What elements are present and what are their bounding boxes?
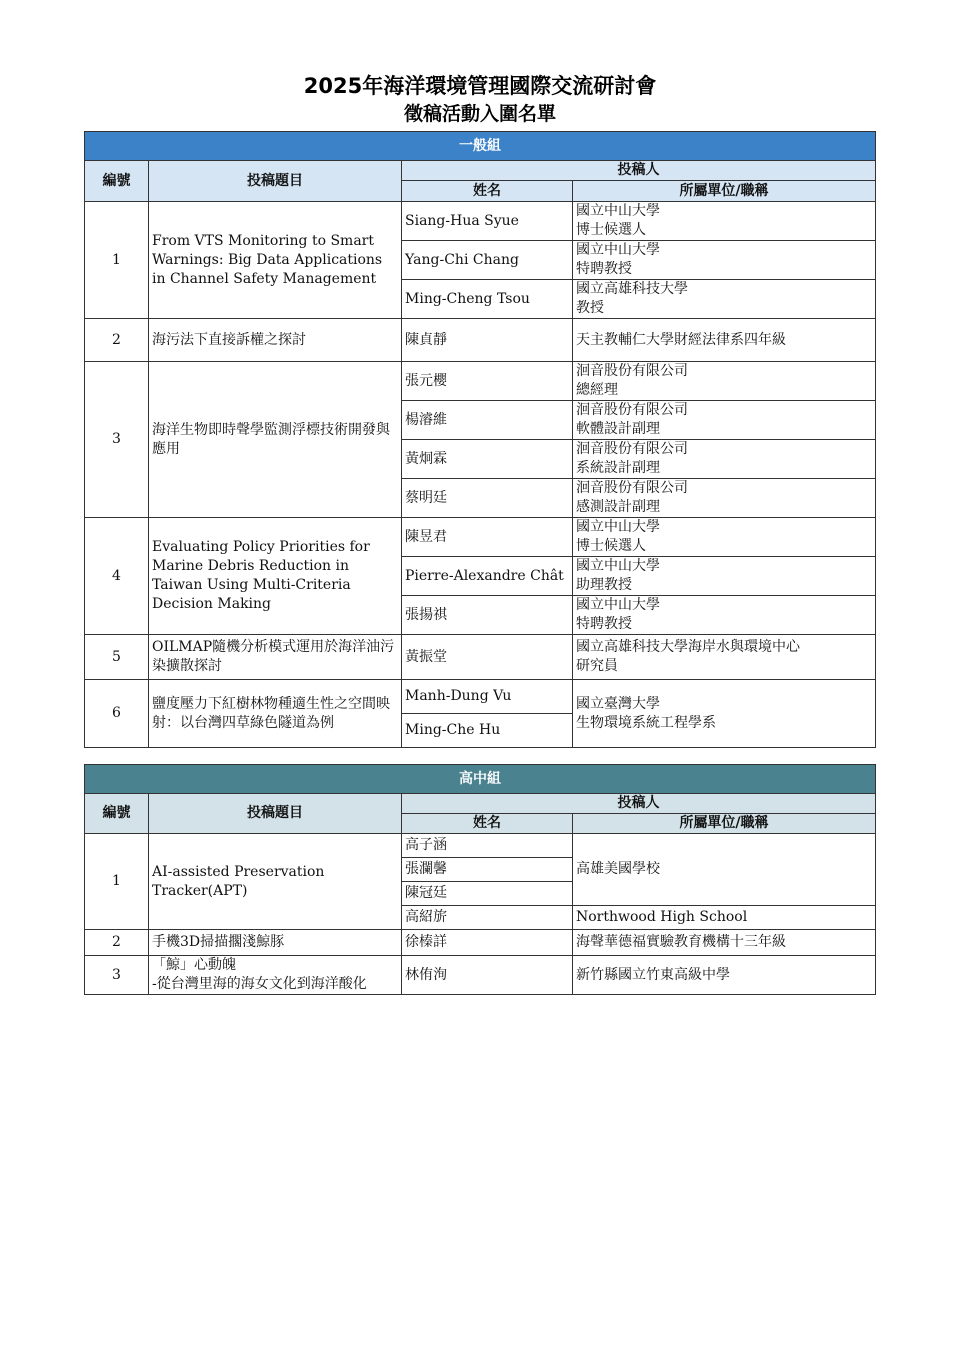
author-affiliation: 國立中山大學 特聘教授: [573, 241, 876, 280]
entry-topic: 鹽度壓力下紅樹林物種適生性之空間映射：以台灣四草綠色隧道為例: [149, 680, 402, 748]
section-title-highschool: 高中組: [85, 765, 876, 794]
entry-number: 4: [85, 518, 149, 635]
author-name: Ming-Che Hu: [402, 714, 573, 748]
table-row: [85, 834, 876, 858]
author-name: 陳冠廷: [402, 882, 573, 906]
table-row: [85, 930, 876, 956]
author-name: 楊濬維: [402, 401, 573, 440]
entry-topic: 海洋生物即時聲學監測浮標技術開發與應用: [149, 362, 402, 518]
author-name: Pierre-Alexandre Chât: [402, 557, 573, 596]
entry-number: 1: [85, 202, 149, 319]
author-affiliation: 洄音股份有限公司 系統設計副理: [573, 440, 876, 479]
author-affiliation: 新竹縣國立竹東高級中學: [573, 956, 876, 995]
author-name: 徐榛詳: [402, 930, 573, 956]
highschool-group-table: [84, 764, 876, 995]
entry-number: 2: [85, 319, 149, 362]
entry-number: 5: [85, 635, 149, 680]
author-affiliation: 洄音股份有限公司 感測設計副理: [573, 479, 876, 518]
header-affiliation: 所屬單位/職稱: [573, 181, 876, 202]
entry-number: 2: [85, 930, 149, 956]
document-subtitle: 徵稿活動入圍名單: [403, 103, 556, 125]
header-topic: 投稿題目: [149, 794, 402, 834]
author-affiliation: 國立臺灣大學 生物環境系統工程學系: [573, 680, 876, 748]
author-name: 張揚祺: [402, 596, 573, 635]
entry-number: 3: [85, 956, 149, 995]
author-affiliation: 國立中山大學 特聘教授: [573, 596, 876, 635]
author-name: 黃振堂: [402, 635, 573, 680]
entry-topic: 海污法下直接訴權之探討: [149, 319, 402, 362]
table-row: [85, 362, 876, 401]
section-title-general: 一般組: [85, 132, 876, 161]
author-affiliation: Northwood High School: [573, 906, 876, 930]
entry-topic: From VTS Monitoring to Smart Warnings: Big Data Applications in Channel Safety Management: [149, 202, 402, 319]
author-name: 張元櫻: [402, 362, 573, 401]
entry-number: 6: [85, 680, 149, 748]
table-row: [85, 319, 876, 362]
entry-number: 1: [85, 834, 149, 930]
author-name: 黃炯霖: [402, 440, 573, 479]
author-affiliation: 國立高雄科技大學海岸水與環境中心 研究員: [573, 635, 876, 680]
author-affiliation: 國立中山大學 博士候選人: [573, 518, 876, 557]
author-name: 林侑洵: [402, 956, 573, 995]
header-number: 編號: [85, 794, 149, 834]
author-name: 張瀾馨: [402, 858, 573, 882]
entry-topic: OILMAP隨機分析模式運用於海洋油污染擴散探討: [149, 635, 402, 680]
entry-topic: 「鯨」心動魄 -從台灣里海的海女文化到海洋酸化: [149, 956, 402, 995]
table-row: [85, 635, 876, 680]
author-affiliation: 國立中山大學 博士候選人: [573, 202, 876, 241]
entry-topic: AI-assisted Preservation Tracker(APT): [149, 834, 402, 930]
header-number: 編號: [85, 161, 149, 202]
author-affiliation: 洄音股份有限公司 總經理: [573, 362, 876, 401]
table-row: [85, 518, 876, 557]
author-name: 蔡明廷: [402, 479, 573, 518]
table-row: [85, 956, 876, 995]
header-name: 姓名: [402, 181, 573, 202]
author-affiliation: 國立中山大學 助理教授: [573, 557, 876, 596]
header-name: 姓名: [402, 814, 573, 834]
entry-topic: 手機3D掃描擱淺鯨豚: [149, 930, 402, 956]
entry-number: 3: [85, 362, 149, 518]
author-affiliation: 海聲華德福實驗教育機構十三年級: [573, 930, 876, 956]
header-affiliation: 所屬單位/職稱: [573, 814, 876, 834]
author-affiliation: 國立高雄科技大學 教授: [573, 280, 876, 319]
author-name: 高子涵: [402, 834, 573, 858]
author-name: Manh-Dung Vu: [402, 680, 573, 714]
author-affiliation: 高雄美國學校: [573, 834, 876, 906]
table-row: [85, 680, 876, 714]
author-affiliation: 洄音股份有限公司 軟體設計副理: [573, 401, 876, 440]
author-name: Siang-Hua Syue: [402, 202, 573, 241]
table-row: [85, 202, 876, 241]
author-name: Ming-Cheng Tsou: [402, 280, 573, 319]
entry-topic: Evaluating Policy Priorities for Marine Debris Reduction in Taiwan Using Multi-Criteria Decision Making: [149, 518, 402, 635]
header-submitter: 投稿人: [402, 794, 876, 814]
author-name: 陳昱君: [402, 518, 573, 557]
header-submitter: 投稿人: [402, 161, 876, 181]
author-affiliation: 天主教輔仁大學財經法律系四年級: [573, 319, 876, 362]
author-name: Yang-Chi Chang: [402, 241, 573, 280]
author-name: 高紹旂: [402, 906, 573, 930]
general-group-table: [84, 131, 876, 748]
document-title: 2025年海洋環境管理國際交流研討會: [303, 74, 657, 98]
header-topic: 投稿題目: [149, 161, 402, 202]
author-name: 陳貞靜: [402, 319, 573, 362]
